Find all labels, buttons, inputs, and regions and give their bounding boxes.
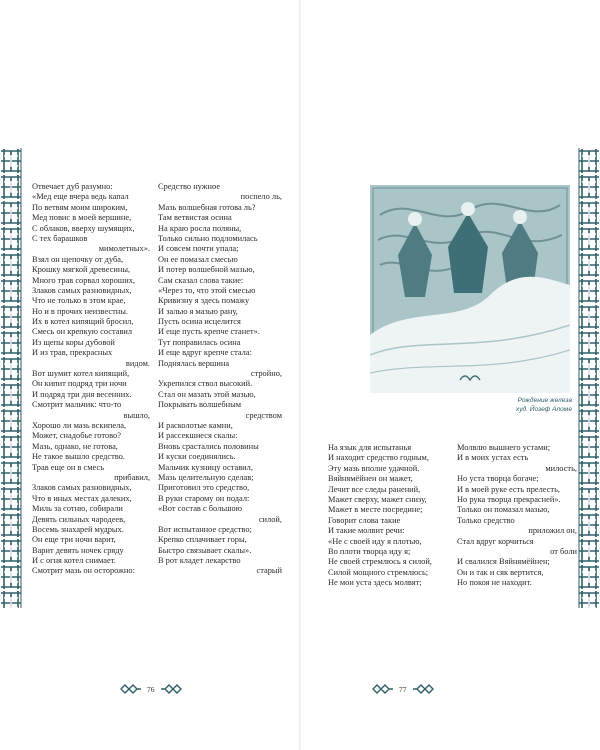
poem-line: И расколотые камни,	[158, 420, 233, 430]
poem-line: Но рука творца прекрасней».	[457, 494, 561, 504]
poem-line: Во плоти творца иду я;	[328, 546, 411, 556]
poem-line: Стал вдруг корчиться	[457, 536, 534, 546]
poem-line: Мед повис в моей вершине,	[32, 213, 132, 223]
poem-line: И с огня котел снимает.	[32, 556, 116, 566]
poem-line: И свалился Вяйнямёйнен;	[457, 557, 550, 567]
poem-line: На краю росла поляны,	[158, 223, 242, 233]
poem-line: Говорит слова такие	[328, 515, 401, 525]
poem-line: Не мои уста здесь молвят;	[328, 578, 422, 588]
poem-line: Мазь, однако, не готова,	[32, 441, 118, 451]
poem-line: Миль за сотню, собирали	[32, 504, 123, 514]
poem-line: видом.	[125, 358, 150, 368]
poem-line: Вяйнямёйнен он мажет,	[328, 474, 413, 484]
poem-line: Отвечает дуб разумно:	[32, 182, 113, 191]
celtic-knot-border-icon	[0, 148, 22, 608]
poem-line: И еще пусть крепче станет».	[158, 327, 260, 337]
poem-line: Покрывать волшебным	[158, 400, 242, 410]
poem-line: Мазь целительную сделав;	[158, 472, 254, 482]
poem-line: И куски соединялись.	[158, 452, 236, 462]
poem-line: Он кипит подряд три ночи	[32, 379, 127, 389]
left-page-column-1	[32, 182, 150, 577]
poem-line: Пусть осина исцелится	[158, 317, 241, 327]
poem-line: Но покоя не находит.	[457, 578, 532, 588]
right-page-column-2	[457, 443, 577, 588]
poem-line: Варит девять ночек сряду	[32, 545, 124, 555]
knot-ornament-icon	[412, 684, 434, 694]
forging-iron-illustration	[370, 185, 570, 393]
poem-line: Он еще три ночи варит,	[32, 535, 116, 545]
poem-line: Смесь он крепкую составил	[32, 327, 133, 337]
poem-line: И совсем почти упала;	[158, 244, 239, 254]
poem-line: вышло,	[123, 410, 150, 420]
poem-line: Но и в прочих неизвестны.	[32, 306, 128, 316]
poem-line: Только он помазал мазью,	[457, 505, 550, 515]
page-number-right	[372, 684, 434, 694]
poem-line: прибавил,	[114, 472, 150, 482]
poem-line: И еще вдруг крепче стала:	[158, 348, 252, 358]
poem-line: Вновь срастались половины	[158, 441, 259, 451]
poem-line: Мальчик кузницу оставил,	[158, 462, 253, 472]
poem-line: Много трав сорвал хороших,	[32, 275, 135, 285]
poem-line: Не своей стремлюсь я силой,	[328, 557, 432, 567]
poem-line: Мазь волшебная готова ль?	[158, 202, 256, 212]
poem-line: Не такое вышло средство.	[32, 452, 125, 462]
poem-line: По ветвям моим широким,	[32, 202, 128, 212]
caption-author: худ. Йозеф Аломе	[515, 405, 572, 413]
poem-line: Злаков самых разновидных,	[32, 483, 132, 493]
poem-line: силой,	[258, 514, 282, 524]
left-page-column-2	[158, 182, 282, 577]
poem-line: И из трав, прекрасных	[32, 348, 113, 358]
poem-line: стройно,	[250, 369, 282, 379]
poem-line: И такие молвит речи:	[328, 526, 405, 536]
poem-line: «Вот состав с большою	[158, 504, 243, 514]
poem-line: средством	[245, 410, 282, 420]
poem-line: Только средство	[457, 515, 515, 525]
poem-line: Из щепы коры дубовой	[32, 337, 115, 347]
page-number: 76	[147, 684, 155, 694]
poem-line: Мажет в месте посредине;	[328, 505, 423, 515]
poem-line: На язык для испытанья	[328, 443, 412, 452]
poem-line: Средство нужное	[158, 182, 221, 191]
poem-line: Может, снадобье готово?	[32, 431, 121, 441]
poem-line: поспело ль,	[240, 192, 282, 202]
poem-line: Поднялась вершина	[158, 358, 230, 368]
poem-line: Смотрит мазь он осторожно:	[32, 566, 135, 576]
book-gutter	[299, 0, 301, 750]
poem-line: В руки старому он подал:	[158, 493, 250, 503]
poem-line: Лечит все следы ранений,	[328, 484, 421, 494]
poem-line: Приготовил это средство,	[158, 483, 250, 493]
caption-title: Рождение железа	[517, 397, 572, 404]
celtic-knot-border-icon	[578, 148, 600, 608]
poem-line: Только сильно подломилась	[158, 233, 258, 243]
poem-line: Восемь знахарей мудрых.	[32, 524, 124, 534]
poem-line: И залью я мазью рану,	[158, 306, 238, 316]
knot-ornament-icon	[160, 684, 182, 694]
poem-line: В рот кладет лекарство	[158, 556, 241, 566]
poem-line: от боли	[550, 546, 577, 556]
poem-line: Что не только в этом крае,	[32, 296, 126, 306]
page-number-left	[120, 684, 182, 694]
poem-line: Но уста творца богаче;	[457, 474, 539, 484]
poem-line: Злаков самых разновидных,	[32, 285, 132, 295]
poem-line: И подряд три дня весенних.	[32, 389, 132, 399]
poem-line: «Не с своей иду я плотью,	[328, 536, 422, 546]
poem-line: Трав еще он в смесь	[32, 462, 105, 472]
poem-line: старый	[256, 566, 282, 576]
poem-line: Он и так и сяк вертится,	[457, 567, 544, 577]
poem-line: Стал он мазать этой мазью,	[158, 389, 256, 399]
poem-line: Эту мазь вполне удачной.	[328, 463, 420, 473]
poem-line: милость,	[545, 463, 577, 473]
poem-line: Взял он щепочку от дуба,	[32, 254, 124, 264]
poem-line: мимолетных».	[98, 244, 150, 254]
illustration-caption	[360, 397, 572, 414]
poem-line: Крепко сплачивает горы,	[158, 535, 247, 545]
poem-line: С тех барашков	[32, 233, 88, 243]
poem-line: С облаков, вверху шумящих,	[32, 223, 135, 233]
poem-line: Мажет сверху, мажет снизу,	[328, 494, 427, 504]
poem-line: приложил он,	[528, 526, 577, 536]
poem-line: И потер волшебной мазью,	[158, 265, 255, 275]
poem-line: Он ее помазал смесью	[158, 254, 238, 264]
poem-line: Вот испытанное средство;	[158, 524, 252, 534]
knot-ornament-icon	[372, 684, 394, 694]
poem-line: Укрепился ствол высокий.	[158, 379, 253, 389]
poem-line: Кривизну я здесь помажу	[158, 296, 250, 306]
poem-line: Тут поправилась осина	[158, 337, 241, 347]
poem-line: Сам сказал слова такие:	[158, 275, 244, 285]
poem-line: Быстро связывает скалы».	[158, 545, 252, 555]
poem-line: И рассекшиеся скалы:	[158, 431, 238, 441]
poem-line: Там ветвистая осина	[158, 213, 232, 223]
poem-line: Молвлю вышнего устами;	[457, 443, 551, 452]
poem-line: И находит средство годным,	[328, 453, 429, 463]
poem-line: Крошку мягкой древесины,	[32, 265, 131, 275]
poem-line: Силой мощного стремлюсь;	[328, 567, 429, 577]
poem-line: Девять сильных чародеев,	[32, 514, 126, 524]
poem-line: Вот шумит котел кипящий,	[32, 369, 130, 379]
right-page-column-1	[328, 443, 446, 588]
poem-line: Хорошо ли мазь вскипела,	[32, 420, 127, 430]
poem-line: Что в иных местах далеких,	[32, 493, 132, 503]
knot-ornament-icon	[120, 684, 142, 694]
poem-line: «Через то, что этой смесью	[158, 285, 256, 295]
poem-line: Их в котел кипящий бросил,	[32, 317, 134, 327]
poem-line: «Мед еще вчера ведь капал	[32, 192, 129, 202]
page-number: 77	[399, 684, 407, 694]
poem-line: И в моих устах есть	[457, 453, 529, 463]
poem-line: Смотрит мальчик: что-то	[32, 400, 122, 410]
poem-line: И в моей руке есть прелесть,	[457, 484, 561, 494]
